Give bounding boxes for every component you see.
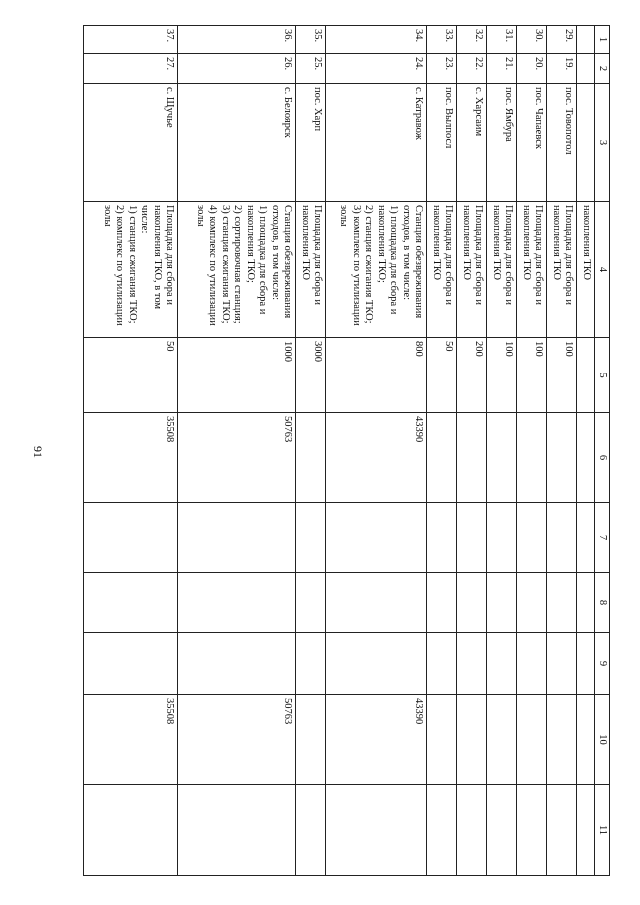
table-cell: 32. xyxy=(457,26,487,54)
table-cell xyxy=(547,413,577,503)
table-cell xyxy=(577,785,595,876)
table-cell: 35508 xyxy=(84,695,178,785)
table-cell: 30. xyxy=(517,26,547,54)
table-cell xyxy=(427,695,457,785)
table-cell: Площадка для сбора и накопления ТКО xyxy=(547,202,577,338)
table-row xyxy=(487,26,517,876)
table-cell xyxy=(487,695,517,785)
table-cell xyxy=(517,695,547,785)
table-cell xyxy=(84,785,178,876)
table-cell: Станция обезвреживания отходов, в том числе: 1) площадка для сбора и накопления ТКО; 2) станция сжигания ТКО; 3) комплекс по утилизации золы xyxy=(326,202,427,338)
table-cell xyxy=(84,633,178,695)
table-cell xyxy=(84,503,178,573)
table-cell: Площадка для сбора и накопления ТКО xyxy=(427,202,457,338)
table-cell: накопления ТКО xyxy=(577,202,595,338)
table-cell xyxy=(457,503,487,573)
table-cell xyxy=(577,413,595,503)
table-cell xyxy=(296,785,326,876)
table-cell: с. Щучье xyxy=(84,84,178,202)
column-header: 7 xyxy=(595,503,610,573)
table-cell xyxy=(326,573,427,633)
table-cell: 43390 xyxy=(326,413,427,503)
table-cell xyxy=(487,503,517,573)
table-cell xyxy=(178,573,296,633)
table-cell: 27. xyxy=(84,54,178,84)
table-cell xyxy=(547,503,577,573)
table-cell xyxy=(577,338,595,413)
table-cell xyxy=(517,573,547,633)
table-cell xyxy=(547,573,577,633)
table-cell xyxy=(427,503,457,573)
table-cell: 34. xyxy=(326,26,427,54)
table-cell xyxy=(326,503,427,573)
table-cell: 33. xyxy=(427,26,457,54)
table-cell: 43390 xyxy=(326,695,427,785)
table-cell xyxy=(457,785,487,876)
table-cell: 1000 xyxy=(178,338,296,413)
table-cell: 23. xyxy=(427,54,457,84)
table-cell: с. Белоярск xyxy=(178,84,296,202)
table-cell: 25. xyxy=(296,54,326,84)
table-row xyxy=(517,26,547,876)
column-header: 5 xyxy=(595,338,610,413)
table-cell: 100 xyxy=(547,338,577,413)
table-cell xyxy=(577,503,595,573)
table-cell xyxy=(427,573,457,633)
table-cell xyxy=(547,633,577,695)
table-cell xyxy=(577,84,595,202)
table-cell xyxy=(178,503,296,573)
table-cell xyxy=(427,633,457,695)
table-cell xyxy=(84,573,178,633)
table-row xyxy=(427,26,457,876)
table-cell: Площадка для сбора и накопления ТКО xyxy=(517,202,547,338)
table-cell: 100 xyxy=(517,338,547,413)
table-cell: 3000 xyxy=(296,338,326,413)
table-cell: 36. xyxy=(178,26,296,54)
table-cell xyxy=(457,633,487,695)
table-cell xyxy=(457,413,487,503)
column-header: 3 xyxy=(595,84,610,202)
data-table xyxy=(84,25,611,876)
table-row xyxy=(547,26,577,876)
table-cell: 26. xyxy=(178,54,296,84)
table-cell: пос. Вылпосл xyxy=(427,84,457,202)
table-cell xyxy=(517,503,547,573)
table-cell: 37. xyxy=(84,26,178,54)
column-header: 10 xyxy=(595,695,610,785)
table-cell xyxy=(487,413,517,503)
page-number: 91 xyxy=(31,446,45,458)
column-header: 9 xyxy=(595,633,610,695)
table-cell xyxy=(517,633,547,695)
table-cell: Площадка для сбора и накопления ТКО xyxy=(296,202,326,338)
table-cell xyxy=(296,413,326,503)
table-cell: 50 xyxy=(427,338,457,413)
column-header: 11 xyxy=(595,785,610,876)
table-cell: Площадка для сбора и накопления ТКО, в том числе: 1) станция сжигания ТКО; 2) комплекс по утилизации золы xyxy=(84,202,178,338)
table-cell: пос. Товопотол xyxy=(547,84,577,202)
table-cell: с. Катравож xyxy=(326,84,427,202)
table-cell xyxy=(487,785,517,876)
table-cell xyxy=(487,633,517,695)
table-cell: 200 xyxy=(457,338,487,413)
table-cell: 50763 xyxy=(178,413,296,503)
table-row xyxy=(178,26,296,876)
table-cell xyxy=(427,785,457,876)
table-cell xyxy=(457,573,487,633)
table-cell xyxy=(577,54,595,84)
table-cell xyxy=(178,633,296,695)
table-cell xyxy=(457,695,487,785)
table-cell: 22. xyxy=(457,54,487,84)
table-cell: 50763 xyxy=(178,695,296,785)
table-cell xyxy=(577,26,595,54)
header-row xyxy=(595,26,610,876)
continuation-row xyxy=(577,26,595,876)
table-cell: 21. xyxy=(487,54,517,84)
column-header: 2 xyxy=(595,54,610,84)
table-cell xyxy=(326,633,427,695)
table-cell xyxy=(296,695,326,785)
table-cell: пос. Харп xyxy=(296,84,326,202)
table-cell xyxy=(547,785,577,876)
table-cell: 20. xyxy=(517,54,547,84)
table-cell xyxy=(577,695,595,785)
table-cell: 19. xyxy=(547,54,577,84)
table-cell: 31. xyxy=(487,26,517,54)
table-row xyxy=(296,26,326,876)
table-cell xyxy=(577,573,595,633)
table-cell: Площадка для сбора и накопления ТКО xyxy=(457,202,487,338)
table-cell: Станция обезвреживания отходов, в том числе: 1) площадка для сбора и накопления ТКО; 2) сортировочная станция; 3) станция сжигания ТКО; 4) комплекс по утилизации золы xyxy=(178,202,296,338)
table-cell: пос. Ямбура xyxy=(487,84,517,202)
table-cell: 800 xyxy=(326,338,427,413)
table-cell xyxy=(326,785,427,876)
table-cell: 50 xyxy=(84,338,178,413)
table-cell xyxy=(517,413,547,503)
table-cell: 24. xyxy=(326,54,427,84)
table-cell: Площадка для сбора и накопления ТКО xyxy=(487,202,517,338)
rotated-table-container xyxy=(102,25,610,875)
table-cell xyxy=(577,633,595,695)
table-cell xyxy=(296,573,326,633)
table-row xyxy=(326,26,427,876)
table-cell xyxy=(547,695,577,785)
table-cell: 35508 xyxy=(84,413,178,503)
table-cell: пос. Чапаевск xyxy=(517,84,547,202)
table-cell xyxy=(296,633,326,695)
table-cell: 100 xyxy=(487,338,517,413)
table-cell xyxy=(517,785,547,876)
table-cell xyxy=(296,503,326,573)
table-cell xyxy=(487,573,517,633)
table-row xyxy=(84,26,178,876)
column-header: 8 xyxy=(595,573,610,633)
table-row xyxy=(457,26,487,876)
column-header: 4 xyxy=(595,202,610,338)
table-cell: 35. xyxy=(296,26,326,54)
table-cell: с. Харсаим xyxy=(457,84,487,202)
column-header: 6 xyxy=(595,413,610,503)
column-header: 1 xyxy=(595,26,610,54)
table-cell xyxy=(427,413,457,503)
table-cell xyxy=(178,785,296,876)
table-cell: 29. xyxy=(547,26,577,54)
